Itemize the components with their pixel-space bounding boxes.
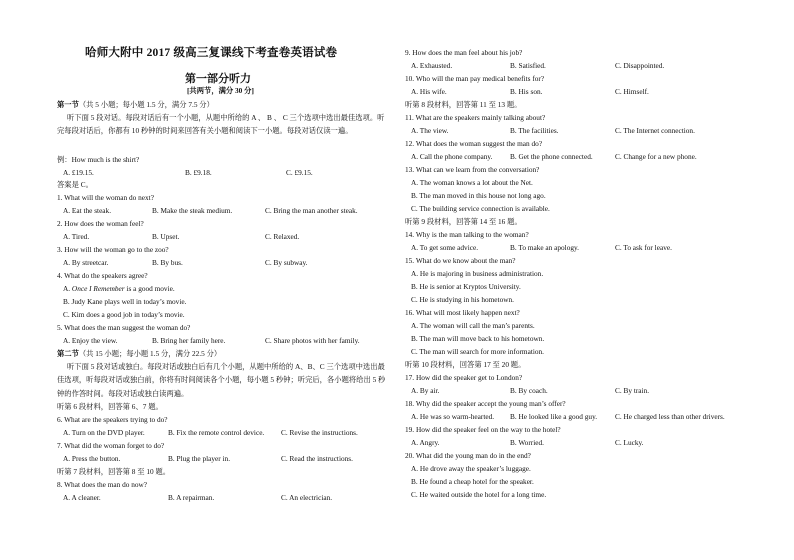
question-10: 10. Who will the man pay medical benefits for? <box>405 74 545 83</box>
q10-option-c: C. Himself. <box>615 87 649 96</box>
question-7: 7. What did the woman forget to do? <box>57 441 165 450</box>
question-3: 3. How will the woman go to the zoo? <box>57 245 169 254</box>
q11-option-a: A. The view. <box>411 126 449 135</box>
section-1-instructions: 听下面 5 段对话。每段对话后有一个小题，从题中所给的 A 、 B 、 C 三个选项中选出最佳选项。听完每段对话后，你都有 10 秒钟的时间来回答有关小题和阅读下一小题。每段对话仅读一遍。 <box>57 113 385 136</box>
question-13: 13. What can we learn from the conversation? <box>405 165 540 174</box>
question-8: 8. What does the man do now? <box>57 480 148 489</box>
q4-option-c: C. Kim does a good job in today’s movie. <box>63 310 185 319</box>
q13-option-b: B. The man moved in this house not long ago. <box>411 191 546 200</box>
q7-option-c: C. Read the instructions. <box>281 454 353 463</box>
question-12: 12. What does the woman suggest the man do? <box>405 139 543 148</box>
q13-option-c: C. The building service connection is available. <box>411 204 550 213</box>
q16-option-b: B. The man will move back to his hometown. <box>411 334 545 343</box>
question-18: 18. Why did the speaker accept the young man’s offer? <box>405 399 566 408</box>
section-2-info: （共 15 小题；每小题 1.5 分，满分 22.5 分） <box>78 349 222 358</box>
q2-option-c: C. Relaxed. <box>265 232 300 241</box>
section-1-label: 第一节 <box>57 100 79 109</box>
question-20: 20. What did the young man do in the end? <box>405 451 531 460</box>
q4-option-a <box>63 284 175 294</box>
q4-option-b: B. Judy Kane plays well in today’s movie. <box>63 297 187 306</box>
q12-option-b: B. Get the phone connected. <box>510 152 593 161</box>
q10-option-a: A. His wife. <box>411 87 447 96</box>
q8-option-a: A. A cleaner. <box>63 493 101 502</box>
q9-option-c: C. Disappointed. <box>615 61 665 70</box>
question-19: 19. How did the speaker feel on the way to the hotel? <box>405 425 561 434</box>
section-2-heading <box>57 349 221 359</box>
material-6-note: 听第 6 段材料，回答第 6、7 题。 <box>57 402 163 411</box>
q19-option-a: A. Angry. <box>411 438 440 447</box>
q15-option-c: C. He is studying in his hometown. <box>411 295 514 304</box>
q2-option-b: B. Upset. <box>152 232 180 241</box>
q12-option-a: A. Call the phone company. <box>411 152 493 161</box>
example-option-a: A. £19.15. <box>63 168 94 177</box>
part-subtitle: [共两节，满分 30 分] <box>187 86 254 95</box>
q1-option-c: C. Bring the man another steak. <box>265 206 358 215</box>
q6-option-c: C. Revise the instructions. <box>281 428 358 437</box>
question-16: 16. What will most likely happen next? <box>405 308 520 317</box>
q4-option-a-prefix: A. <box>63 284 72 293</box>
question-14: 14. Why is the man talking to the woman? <box>405 230 529 239</box>
question-5: 5. What does the man suggest the woman do? <box>57 323 191 332</box>
q5-option-a: A. Enjoy the view. <box>63 336 118 345</box>
part-title: 第一部分听力 <box>185 73 251 85</box>
q20-option-a: A. He drove away the speaker’s luggage. <box>411 464 531 473</box>
q19-option-c: C. Lucky. <box>615 438 644 447</box>
q4-option-a-suffix: is a good movie. <box>124 284 175 293</box>
question-6: 6. What are the speakers trying to do? <box>57 415 168 424</box>
material-9-note: 听第 9 段材料，回答第 14 至 16 题。 <box>405 217 522 226</box>
q20-option-b: B. He found a cheap hotel for the speaker. <box>411 477 534 486</box>
q4-option-a-title: Once I Remember <box>71 284 125 293</box>
q5-option-b: B. Bring her family here. <box>152 336 226 345</box>
example-option-c: C. £9.15. <box>286 168 313 177</box>
q20-option-c: C. He waited outside the hotel for a long time. <box>411 490 547 499</box>
q8-option-c: C. An electrician. <box>281 493 333 502</box>
section-2-instructions: 听下面 5 段对话或独白。每段对话或独白后有几个小题，从题中所给的 A、B、C 三个选项中选出最佳选项，听每段对话或独白前，你将有时间阅读各个小题，每小题 5 秒钟；听完后，各小题将给出 5 秒钟的作答时间。每段对话或独白读两遍。 <box>57 362 386 398</box>
q14-option-a: A. To get some advice. <box>411 243 479 252</box>
question-11: 11. What are the speakers mainly talking about? <box>405 113 546 122</box>
example-question: 例：How much is the shirt? <box>57 155 140 164</box>
q15-option-a: A. He is majoring in business administration. <box>411 269 544 278</box>
q16-option-a: A. The woman will call the man’s parents. <box>411 321 535 330</box>
exam-title: 哈师大附中 2017 级高三复课线下考查卷英语试卷 <box>85 47 338 59</box>
q15-option-b: B. He is senior at Kryptos University. <box>411 282 521 291</box>
example-option-b: B. £9.18. <box>185 168 212 177</box>
q17-option-c: C. By train. <box>615 386 650 395</box>
q7-option-b: B. Plug the player in. <box>168 454 231 463</box>
section-1-info: （共 5 小题；每小题 1.5 分，满分 7.5 分） <box>78 100 214 109</box>
q17-option-a: A. By air. <box>411 386 440 395</box>
q14-option-c: C. To ask for leave. <box>615 243 672 252</box>
q1-option-b: B. Make the steak medium. <box>152 206 233 215</box>
question-2: 2. How does the woman feel? <box>57 219 144 228</box>
section-2-label: 第二节 <box>57 349 79 358</box>
q8-option-b: B. A repairman. <box>168 493 215 502</box>
q12-option-c: C. Change for a new phone. <box>615 152 697 161</box>
q3-option-a: A. By streetcar. <box>63 258 109 267</box>
q16-option-c: C. The man will search for more information. <box>411 347 544 356</box>
q1-option-a: A. Eat the steak. <box>63 206 112 215</box>
q11-option-c: C. The Internet connection. <box>615 126 695 135</box>
q3-option-b: B. By bus. <box>152 258 183 267</box>
q6-option-a: A. Turn on the DVD player. <box>63 428 145 437</box>
q13-option-a: A. The woman knows a lot about the Net. <box>411 178 533 187</box>
q9-option-b: B. Satisfied. <box>510 61 546 70</box>
q2-option-a: A. Tired. <box>63 232 90 241</box>
q18-option-a: A. He was so warm-hearted. <box>411 412 495 421</box>
q7-option-a: A. Press the button. <box>63 454 121 463</box>
q6-option-b: B. Fix the remote control device. <box>168 428 265 437</box>
q18-option-b: B. He looked like a good guy. <box>510 412 598 421</box>
question-9: 9. How does the man feel about his job? <box>405 48 523 57</box>
section-1-heading <box>57 100 214 110</box>
q9-option-a: A. Exhausted. <box>411 61 453 70</box>
q5-option-c: C. Share photos with her family. <box>265 336 360 345</box>
material-10-note: 听第 10 段材料，回答第 17 至 20 题。 <box>405 360 526 369</box>
q18-option-c: C. He charged less than other drivers. <box>615 412 725 421</box>
question-1: 1. What will the woman do next? <box>57 193 154 202</box>
q3-option-c: C. By subway. <box>265 258 308 267</box>
q14-option-b: B. To make an apology. <box>510 243 579 252</box>
material-7-note: 听第 7 段材料，回答第 8 至 10 题。 <box>57 467 171 476</box>
question-15: 15. What do we know about the man? <box>405 256 516 265</box>
q19-option-b: B. Worried. <box>510 438 544 447</box>
q10-option-b: B. His son. <box>510 87 543 96</box>
q17-option-b: B. By coach. <box>510 386 548 395</box>
q11-option-b: B. The facilities. <box>510 126 559 135</box>
material-8-note: 听第 8 段材料，回答第 11 至 13 题。 <box>405 100 522 109</box>
example-answer: 答案是 C。 <box>57 180 93 189</box>
question-4: 4. What do the speakers agree? <box>57 271 148 280</box>
question-17: 17. How did the speaker get to London? <box>405 373 523 382</box>
